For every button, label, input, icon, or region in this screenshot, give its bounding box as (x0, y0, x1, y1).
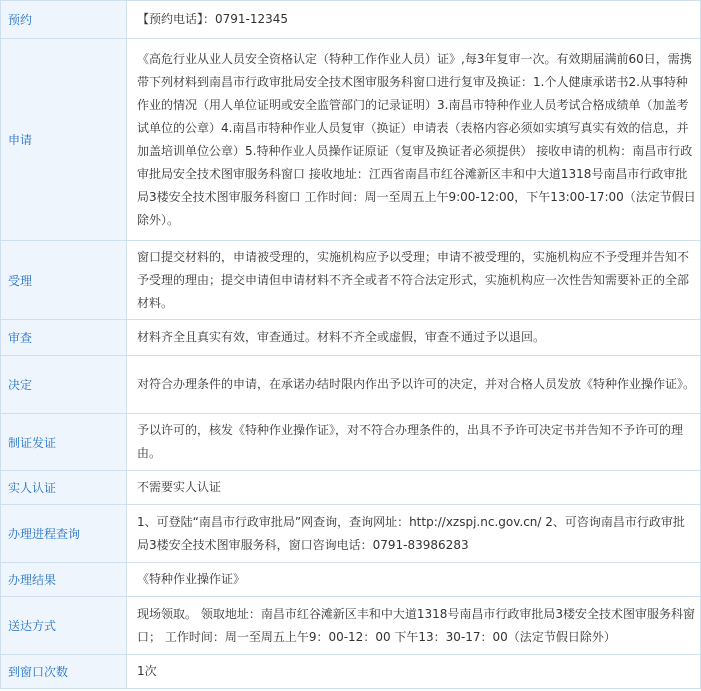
row-label-decision: 决定 (1, 356, 127, 414)
row-value-progress-query: 1、可登陆“南昌市行政审批局”网查询，查询网址：http://xzspj.nc.gov.cn/ 2、可咨询南昌市行政审批局3楼安全技术图审服务科，窗口咨询电话：0791-83986283 (127, 505, 701, 563)
row-value-window-visits: 1次 (127, 655, 701, 689)
row-value-appointment: 【预约电话】：0791-12345 (127, 1, 701, 39)
table-row (1, 320, 701, 356)
table-row (1, 414, 701, 471)
row-label-result: 办理结果 (1, 563, 127, 597)
row-label-progress-query: 办理进程查询 (1, 505, 127, 563)
row-value-application: 《高危行业从业人员安全资格认定（特种工作作业人员）证》,每3年复审一次。有效期届满前60日，需携带下列材料到南昌市行政审批局安全技术图审服务科窗口进行复审及换证：1.个人健康承诺书2.从事特种作业的情况（用人单位证明或安全监管部门的记录证明）3.南昌市特种作业人员考试合格成绩单（加盖考试单位的公章）4.南昌市特种作业人员复审（换证）申请表（表格内容必须如实填写真实有效的信息，并加盖培训单位公章）5.特种作业人员操作证原证（复审及换证者必须提供） 接收申请的机构：南昌市行政审批局安全技术图审服务科窗口 接收地址：江西省南昌市红谷滩新区丰和中大道1318号南昌市行政审批局3楼安全技术图审服务科窗口 工作时间：周一至周五上午9:00-12:00，下午13:00-17:00（法定节假日除外）。 (127, 39, 701, 241)
table-row (1, 505, 701, 563)
table-row (1, 471, 701, 505)
row-label-identity-verification: 实人认证 (1, 471, 127, 505)
table-row (1, 241, 701, 320)
row-label-window-visits: 到窗口次数 (1, 655, 127, 689)
row-value-result: 《特种作业操作证》 (127, 563, 701, 597)
table-row (1, 1, 701, 39)
row-value-identity-verification: 不需要实人认证 (127, 471, 701, 505)
row-value-delivery-method: 现场领取。 领取地址：南昌市红谷滩新区丰和中大道1318号南昌市行政审批局3楼安全技术图审服务科窗口； 工作时间：周一至周五上午9：00-12：00 下午13：30-17：00（法定节假日除外） (127, 597, 701, 655)
row-label-application: 申请 (1, 39, 127, 241)
row-label-acceptance: 受理 (1, 241, 127, 320)
row-label-appointment: 预约 (1, 1, 127, 39)
table-row (1, 597, 701, 655)
row-value-review: 材料齐全且真实有效，审查通过。材料不齐全或虚假，审查不通过予以退回。 (127, 320, 701, 356)
row-label-delivery-method: 送达方式 (1, 597, 127, 655)
row-value-decision: 对符合办理条件的申请，在承诺办结时限内作出予以许可的决定，并对合格人员发放《特种作业操作证》。 (127, 356, 701, 414)
row-value-certificate-issuance: 予以许可的，核发《特种作业操作证》，对不符合办理条件的，出具不予许可决定书并告知不予许可的理由。 (127, 414, 701, 471)
table-row (1, 39, 701, 241)
row-label-certificate-issuance: 制证发证 (1, 414, 127, 471)
table-row (1, 655, 701, 689)
table-row (1, 563, 701, 597)
row-value-acceptance: 窗口提交材料的，申请被受理的，实施机构应予以受理；申请不被受理的，实施机构应不予受理并告知不予受理的理由；提交申请但申请材料不齐全或者不符合法定形式，实施机构应一次性告知需要补正的全部材料。 (127, 241, 701, 320)
row-label-review: 审查 (1, 320, 127, 356)
table-row (1, 356, 701, 414)
